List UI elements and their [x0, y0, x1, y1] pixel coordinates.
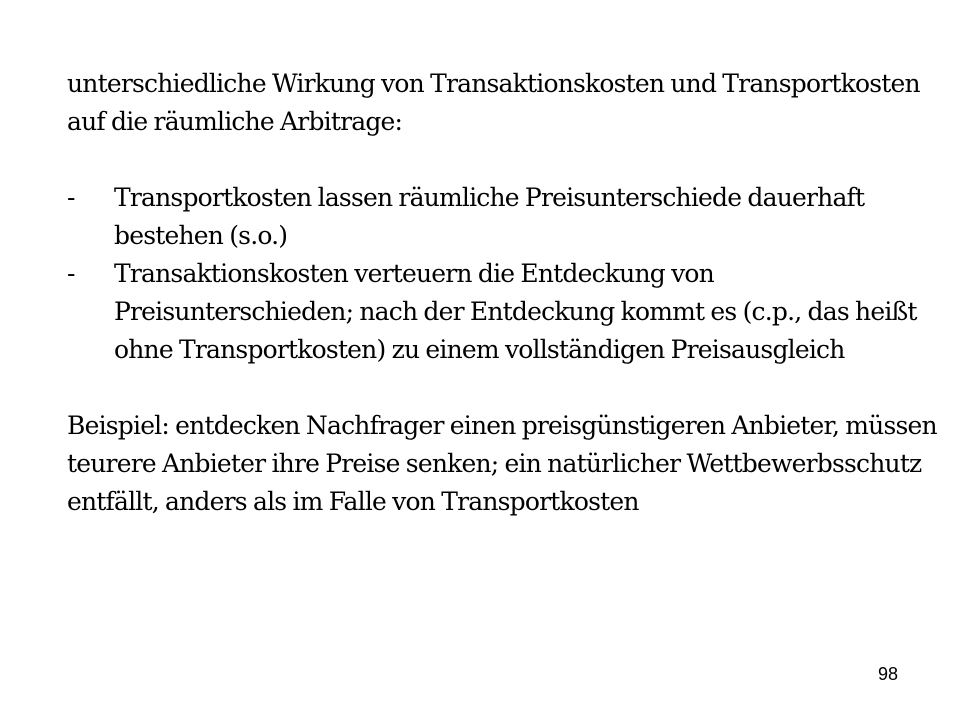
intro-paragraph: unterschiedliche Wirkung von Transaktionskosten und Transportkosten auf die räumliche Arbitrage:: [67, 69, 920, 136]
bullet-dash: -: [67, 259, 75, 288]
bullet-item: [67, 255, 937, 369]
page-number: 98: [877, 664, 898, 684]
spacer: [67, 369, 937, 407]
spacer: [67, 141, 937, 179]
bullet-text: Transportkosten lassen räumliche Preisunterschiede dauerhaft bestehen (s.o.): [114, 183, 865, 250]
bullet-item: [67, 179, 937, 255]
slide-body: [67, 65, 937, 521]
example-paragraph: Beispiel: entdecken Nachfrager einen preisgünstigeren Anbieter, müssen teurere Anbieter ihre Preise senken; ein natürlicher Wettbewerbsschutz entfällt, anders als im Falle von Transportkosten: [67, 411, 937, 516]
bullet-dash: -: [67, 183, 75, 212]
bullet-text: Transaktionskosten verteuern die Entdeckung von Preisunterschieden; nach der Entdeckung kommt es (c.p., das heißt ohne Transportkosten) zu einem vollständigen Preisausgleich: [114, 259, 917, 364]
